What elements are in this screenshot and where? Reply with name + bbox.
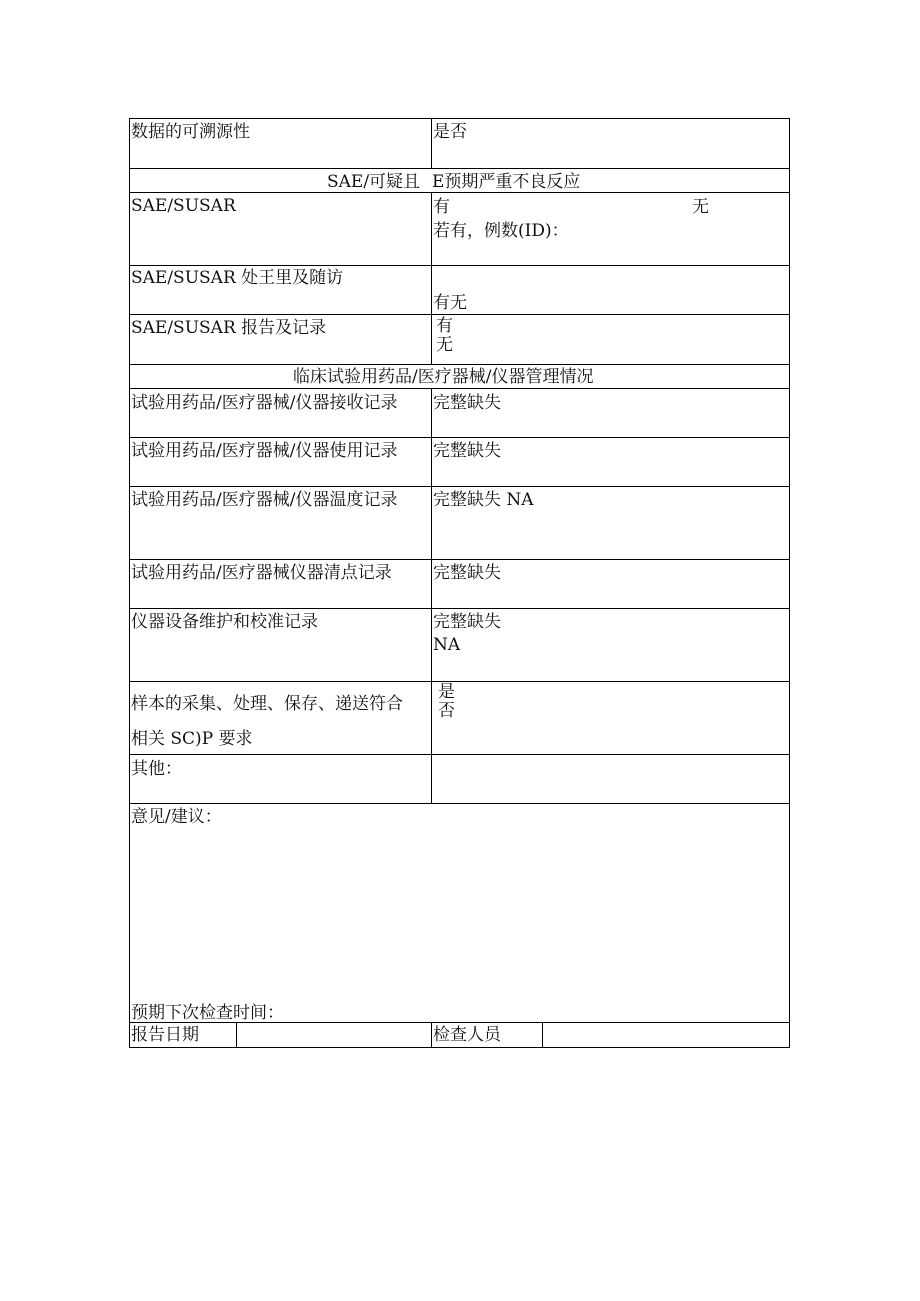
hline xyxy=(129,388,790,389)
sae-susar-label: SAE/SUSAR xyxy=(131,196,236,216)
drug-section-heading: 临床试验用药品/医疗器械/仪器管理情况 xyxy=(293,367,594,387)
vline-mid xyxy=(431,388,432,803)
sae-section-heading-right: E预期严重不良反应 xyxy=(432,172,581,192)
samples-yes[interactable]: 是 xyxy=(438,682,455,702)
vline-mid xyxy=(431,1022,432,1047)
border-left xyxy=(129,118,130,1048)
vline-footer xyxy=(542,1022,543,1047)
other-label: 其他： xyxy=(131,759,182,779)
receipt-value[interactable]: 完整缺失 xyxy=(433,393,501,413)
hline xyxy=(129,1047,790,1048)
traceability-label: 数据的可溯源性 xyxy=(131,122,250,142)
vline-footer xyxy=(236,1022,237,1047)
receipt-label: 试验用药品/医疗器械/仪器接收记录 xyxy=(131,393,398,413)
usage-label: 试验用药品/医疗器械/仪器使用记录 xyxy=(131,441,398,461)
maintenance-label: 仪器设备维护和校准记录 xyxy=(131,612,318,632)
border-right xyxy=(789,118,790,1048)
inventory-value[interactable]: 完整缺失 xyxy=(433,563,501,583)
sae-report-label: SAE/SUSAR 报告及记录 xyxy=(131,318,327,338)
sae-susar-detail: 若有，例数(ID)： xyxy=(433,221,569,241)
hline xyxy=(129,437,790,438)
vline-mid xyxy=(431,118,432,168)
sae-handling-label: SAE/SUSAR 处王里及随访 xyxy=(131,268,344,288)
report-date-label: 报告日期 xyxy=(131,1025,199,1045)
hline xyxy=(129,486,790,487)
usage-value[interactable]: 完整缺失 xyxy=(433,441,501,461)
vline-mid xyxy=(431,192,432,364)
temperature-value[interactable]: 完整缺失 NA xyxy=(433,490,534,510)
opinion-label: 意见/建议： xyxy=(131,807,222,827)
sae-report-no[interactable]: 无 xyxy=(436,335,453,355)
sae-section-heading-left: SAE/可疑且 xyxy=(327,172,421,192)
maintenance-value[interactable]: 完整缺失 xyxy=(433,612,501,632)
temperature-label: 试验用药品/医疗器械/仪器温度记录 xyxy=(131,490,398,510)
samples-label-line1: 样本的采集、处理、保存、递送符合 xyxy=(131,694,403,714)
sae-report-yes[interactable]: 有 xyxy=(436,316,453,336)
hline xyxy=(129,754,790,755)
hline xyxy=(129,168,790,169)
sae-susar-yes[interactable]: 有 xyxy=(433,197,450,217)
sae-handling-value[interactable]: 有无 xyxy=(433,293,467,313)
hline xyxy=(129,364,790,365)
sae-susar-no[interactable]: 无 xyxy=(692,197,709,217)
samples-label-line2: 相关 SC)P 要求 xyxy=(131,729,253,749)
hline xyxy=(129,681,790,682)
inventory-label: 试验用药品/医疗器械仪器清点记录 xyxy=(131,563,392,583)
hline xyxy=(129,608,790,609)
hline xyxy=(129,803,790,804)
hline xyxy=(129,314,790,315)
maintenance-value-na[interactable]: NA xyxy=(433,635,461,655)
inspector-label: 检查人员 xyxy=(433,1025,501,1045)
samples-no[interactable]: 否 xyxy=(438,701,455,721)
hline xyxy=(129,559,790,560)
next-check-label: 预期下次检查时间： xyxy=(131,1003,284,1023)
hline xyxy=(129,265,790,266)
hline xyxy=(129,118,790,119)
hline xyxy=(129,192,790,193)
traceability-value[interactable]: 是否 xyxy=(433,122,467,142)
